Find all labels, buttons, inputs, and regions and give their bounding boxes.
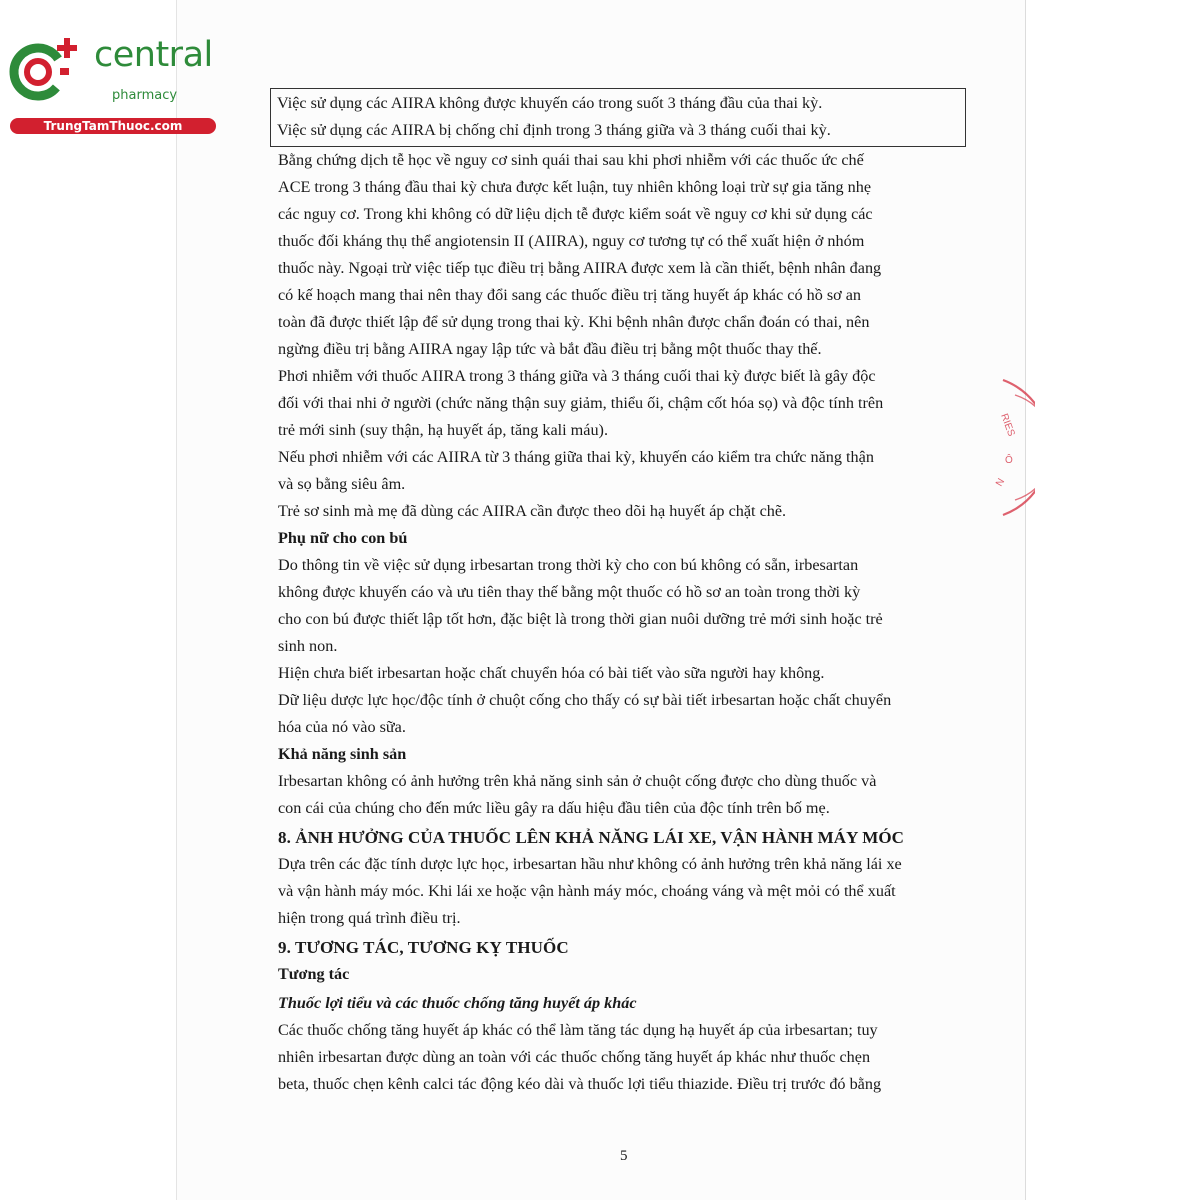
paragraph-line: beta, thuốc chẹn kênh calci tác động kéo dài và thuốc lợi tiểu thiazide. Điều trị trước đó bằng <box>278 1075 882 1093</box>
paragraph-line: Các thuốc chống tăng huyết áp khác có thể làm tăng tác dụng hạ huyết áp của irbesartan; tuy <box>278 1021 878 1039</box>
section-heading: 9. TƯƠNG TÁC, TƯƠNG KỴ THUỐC <box>278 938 569 957</box>
paragraph-line: nhiên irbesartan được dùng an toàn với các thuốc chống tăng huyết áp khác như thuốc chẹn <box>278 1048 871 1066</box>
subsection-heading: Phụ nữ cho con bú <box>278 529 408 547</box>
logo-sub-text: pharmacy <box>112 88 178 103</box>
paragraph-line: ACE trong 3 tháng đầu thai kỳ chưa được kết luận, tuy nhiên không loại trừ sự gia tăng nhẹ <box>278 178 872 196</box>
subsection-italic-heading: Thuốc lợi tiểu và các thuốc chống tăng huyết áp khác <box>278 994 637 1012</box>
logo-brand-text: central <box>94 35 213 75</box>
section-heading: 8. ẢNH HƯỞNG CỦA THUỐC LÊN KHẢ NĂNG LÁI XE, VẬN HÀNH MÁY MÓC <box>278 828 905 847</box>
subsection-heading: Tương tác <box>278 965 350 983</box>
paragraph-line: đối với thai nhi ở người (chức năng thận suy giảm, thiểu ối, chậm cốt hóa sọ) và độc tính trên <box>278 394 884 412</box>
paragraph-line: Nếu phơi nhiễm với các AIIRA từ 3 tháng giữa thai kỳ, khuyến cáo kiểm tra chức năng thận <box>278 448 874 466</box>
logo-url-badge[interactable]: TrungTamThuoc.com <box>10 118 216 134</box>
paragraph-line: và sọ bằng siêu âm. <box>278 475 406 493</box>
pharmacy-logo-icon <box>8 36 88 108</box>
paragraph-line: Dữ liệu dược lực học/độc tính ở chuột cống cho thấy có sự bài tiết irbesartan hoặc chất chuyển <box>278 691 892 709</box>
paragraph-line: Bằng chứng dịch tễ học về nguy cơ sinh quái thai sau khi phơi nhiễm với các thuốc ức chế <box>278 151 864 169</box>
red-stamp-seal <box>985 375 1035 520</box>
paragraph-line: các nguy cơ. Trong khi không có dữ liệu dịch tễ được kiểm soát về nguy cơ khi sử dụng các <box>278 205 873 223</box>
paragraph-line: hóa của nó vào sữa. <box>278 718 406 736</box>
paragraph-line: hiện trong quá trình điều trị. <box>278 909 461 927</box>
paragraph-line: Dựa trên các đặc tính dược lực học, irbesartan hầu như không có ảnh hưởng trên khả năng lái xe <box>278 855 902 873</box>
paragraph-line: ngừng điều trị bằng AIIRA ngay lập tức và bắt đầu điều trị bằng một thuốc thay thế. <box>278 340 822 358</box>
svg-text:N: N <box>994 476 1008 489</box>
document-body <box>278 88 970 1098</box>
paragraph-line: toàn đã được thiết lập để sử dụng trong thai kỳ. Khi bệnh nhân được chẩn đoán có thai, nên <box>278 313 870 331</box>
central-pharmacy-logo <box>8 36 213 136</box>
page-number: 5 <box>620 1148 628 1164</box>
svg-text:Ô: Ô <box>1005 455 1013 466</box>
subsection-heading: Khả năng sinh sản <box>278 745 407 763</box>
paragraph-line: trẻ mới sinh (suy thận, hạ huyết áp, tăng kali máu). <box>278 421 608 439</box>
paragraph-line: thuốc này. Ngoại trừ việc tiếp tục điều trị bằng AIIRA được xem là cần thiết, bệnh nhân đang <box>278 259 882 277</box>
paragraph-line: có kế hoạch mang thai nên thay đổi sang các thuốc điều trị tăng huyết áp khác có hồ sơ an <box>278 286 862 304</box>
warning-box <box>270 88 966 147</box>
paragraph-line: không được khuyến cáo và ưu tiên thay thế bằng một thuốc có hồ sơ an toàn trong thời kỳ <box>278 583 861 601</box>
boxed-warning-line: Việc sử dụng các AIIRA bị chống chỉ định trong 3 tháng giữa và 3 tháng cuối thai kỳ. <box>277 121 831 139</box>
paragraph-line: sinh non. <box>278 637 338 655</box>
paragraph-line: Trẻ sơ sinh mà mẹ đã dùng các AIIRA cần được theo dõi hạ huyết áp chặt chẽ. <box>278 502 787 520</box>
paragraph-line: con cái của chúng cho đến mức liều gây ra dấu hiệu đầu tiên của độc tính trên bố mẹ. <box>278 799 830 817</box>
paragraph-line: và vận hành máy móc. Khi lái xe hoặc vận hành máy móc, choáng váng và mệt mỏi có thể xuất <box>278 882 896 900</box>
paragraph-line: Irbesartan không có ảnh hưởng trên khả năng sinh sản ở chuột cống được cho dùng thuốc và <box>278 772 877 790</box>
boxed-warning-line: Việc sử dụng các AIIRA không được khuyến cáo trong suốt 3 tháng đầu của thai kỳ. <box>277 94 823 112</box>
paragraph-line: Phơi nhiễm với thuốc AIIRA trong 3 tháng giữa và 3 tháng cuối thai kỳ được biết là gây độc <box>278 367 876 385</box>
svg-text:RIES: RIES <box>998 412 1017 438</box>
paragraph-line: cho con bú được thiết lập tốt hơn, đặc biệt là trong thời gian nuôi dưỡng trẻ mới sinh hoặc trẻ <box>278 610 883 628</box>
paragraph-line: Do thông tin về việc sử dụng irbesartan trong thời kỳ cho con bú không có sẵn, irbesartan <box>278 556 859 574</box>
paragraph-line: thuốc đối kháng thụ thể angiotensin II (AIIRA), nguy cơ tương tự có thể xuất hiện ở nhóm <box>278 232 865 250</box>
paragraph-line: Hiện chưa biết irbesartan hoặc chất chuyển hóa có bài tiết vào sữa người hay không. <box>278 664 825 682</box>
